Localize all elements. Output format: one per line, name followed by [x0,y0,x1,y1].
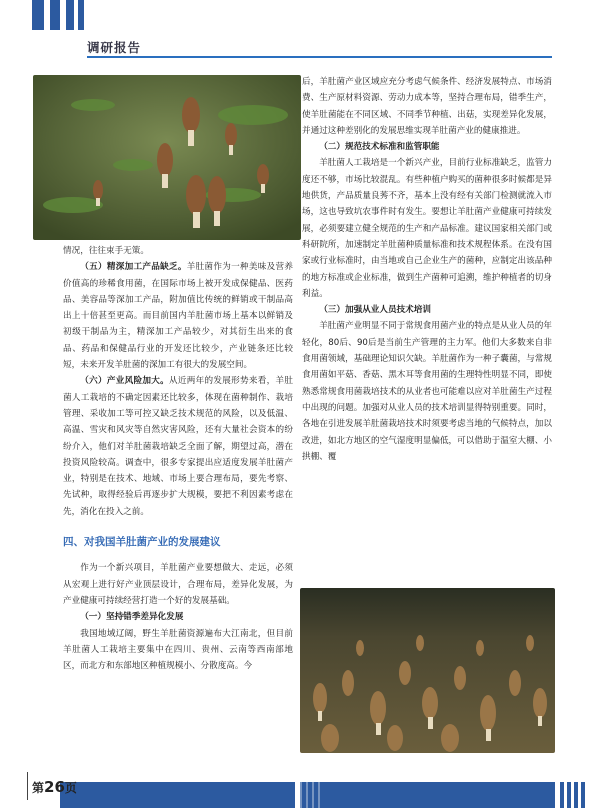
paragraph: 情况，往往束手无策。 [63,246,149,256]
paragraph-body: 羊肚菌作为一种美味及营养价值高的珍稀食用菌，在国际市场上被开发成保健品、医药品、美容品等深加工产品，附加值比传统的鲜销或干制品高出上十倍甚至更高。而目前国内羊肚菌市场上基本以鲜销及初级干制品为主，精深加工产品较少，对其衍生出来的食品、药品和保健品行业的开发还比较少，产业链条还比较短，未来开发羊肚菌的深加工有很大的发展空间。 [63,262,293,371]
page-number [32,778,77,796]
paragraph [63,259,293,373]
section-heading: 四、对我国羊肚菌产业的发展建议 [63,536,221,549]
right-column [302,74,552,465]
morel-mushrooms-greenhouse-photo [300,588,555,753]
subheading: （二）规范技术标准和监管职能 [319,142,440,153]
header-stripe [66,0,74,30]
footer-divider [27,772,28,800]
paragraph-body: 从近两年的发展形势来看，羊肚菌人工栽培的不确定因素还比较多，体现在菌种制作、栽培管理、采收加工等可控又缺乏技术规范的风险，以及低温、高温、雪灾和风灾等自然灾害风险，还有大量社会资本的纷纷介入，他们对羊肚菌栽培缺乏全面了解，期望过高，潜在投资风险较高。调查中，很多专家提出应适度发展羊肚菌产业，特别是在技术、地域、市场上要合理布局，要先考察、先试种，取得经验后再逐步扩大规模，要把不利因素考虑在先，消化在投入之前。 [63,376,293,517]
left-column [63,243,293,674]
paragraph: 羊肚菌产业明显不同于常规食用菌产业的特点是从业人员的年轻化，80后、90后是当前生产管理的主力军。他们大多数来自非食用菌领域，基础理论知识欠缺。羊肚菌作为一种子囊菌，与常规食用菌如平菇、香菇、黑木耳等食用菌的生理特性明显不同，即使熟悉常规食用菌栽培技术的从业者也可能难以应对羊肚菌生产过程中出现的问题。加强对从业人员的技术培训显得特别重要。同时，各地在引进发展羊肚菌栽培技术时须要考虑当地的气候特点，加以改进，如北方地区的空气湿度明显偏低，可以借助于温室大棚、小拱棚、覆 [302,321,552,462]
section-title: 调研报告 [87,40,142,55]
header-stripe [78,0,84,30]
paragraph-heading: （五）精深加工产品缺乏。 [80,262,187,273]
subheading: （三）加强从业人员技术培训 [319,305,431,316]
paragraph: 羊肚菌人工栽培是一个新兴产业，目前行业标准缺乏，监管力度还不够，市场比较混乱。有些种植户购买的菌种很多时候都是异地供货，产品质量良莠不齐，基本上没有经有关部门检测就流入市场，这也导致坑农事件时有发生。要想让羊肚菌产业健康可持续发展，必须要建立健全规范的生产和产品标准。建议国家相关部门或科研院所，加速制定羊肚菌种质量标准和技术规程体系。在没有国家或行业标准时，由当地或自己企业生产的菌种，应制定出该品种的地方标准或企业标准，做到生产菌种可追溯，维护种植者的切身利益。 [302,158,552,299]
paragraph: 我国地域辽阔，野生羊肚菌资源遍布大江南北，但目前羊肚菌人工栽培主要集中在四川、贵州、云南等西南部地区，而北方和东部地区种植规模小、分散度高。今 [63,628,293,672]
page-suffix: 页 [64,781,77,795]
paragraph-heading: （六）产业风险加大。 [80,376,169,387]
paragraph: 后，羊肚菌产业区域应充分考虑气候条件、经济发展特点、市场消费、生产原材料资源、劳动力成本等，坚持合理布局，错季生产，使羊肚菌能在不同区域、不同季节种植、出菇，实现差异化发展，并通过这种差别化的发展思维实现羊肚菌产业的健康推进。 [302,77,552,136]
footer-stripes [0,782,595,808]
header-stripe [50,0,60,30]
paragraph [63,373,293,520]
page-number-value: 26 [44,778,65,796]
header-rule [87,56,552,58]
subheading: （一）坚持错季差异化发展 [80,612,184,623]
paragraph: 作为一个新兴项目，羊肚菌产业要想做大、走远，必须从宏观上进行好产业顶层设计，合理布局，差异化发展，为产业健康可持续经营打造一个好的发展基础。 [63,563,293,606]
header-stripe [32,0,44,30]
morel-mushrooms-field-photo [33,75,301,240]
page-prefix: 第 [32,781,45,795]
